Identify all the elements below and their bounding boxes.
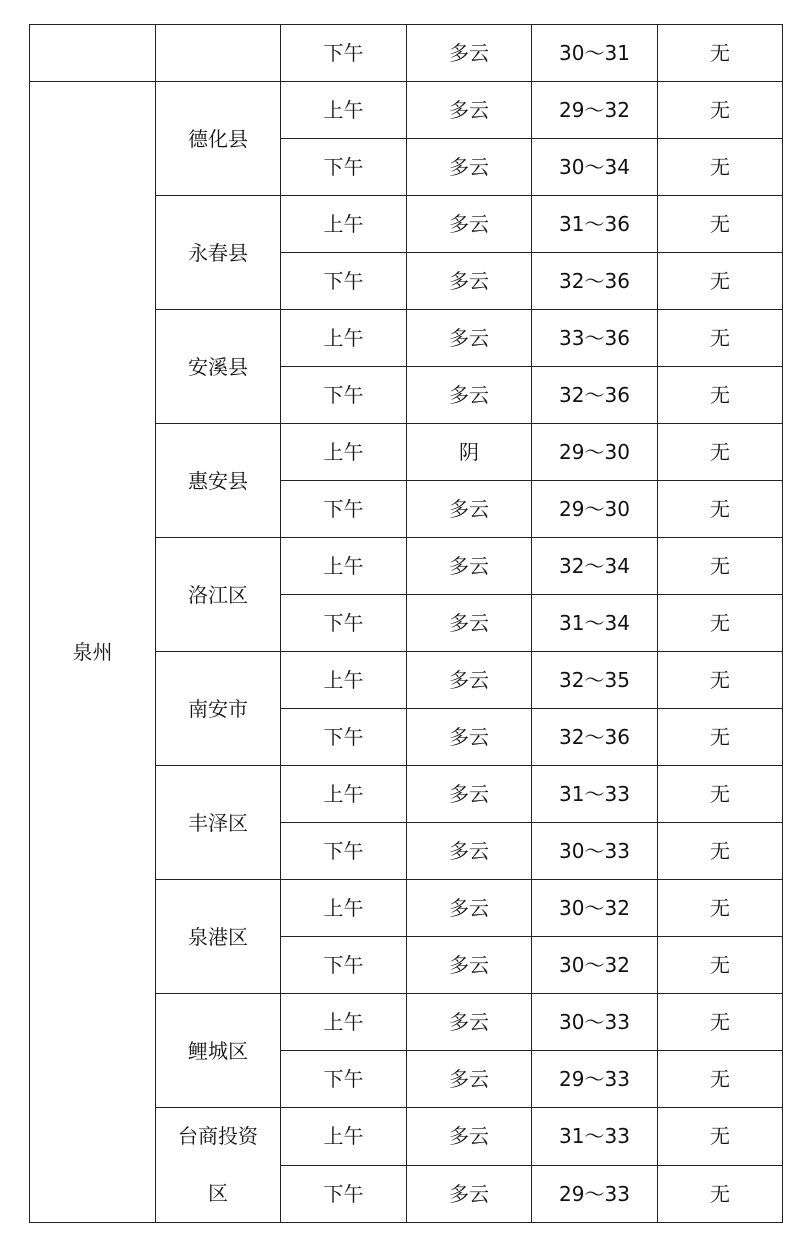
warning-cell: 无 [658, 1051, 783, 1108]
temperature-cell: 29～30 [532, 424, 658, 481]
temperature-cell: 32～36 [532, 253, 658, 310]
warning-cell: 无 [658, 823, 783, 880]
weather-cell: 多云 [407, 766, 532, 823]
period-cell: 上午 [281, 994, 407, 1051]
warning-cell: 无 [658, 538, 783, 595]
county-cell [156, 1108, 281, 1223]
table-body [30, 25, 783, 1223]
weather-cell: 多云 [407, 595, 532, 652]
temperature-cell: 31～36 [532, 196, 658, 253]
warning-cell: 无 [658, 196, 783, 253]
county-cell: 安溪县 [156, 310, 281, 424]
warning-cell: 无 [658, 766, 783, 823]
warning-cell: 无 [658, 709, 783, 766]
temperature-cell: 31～33 [532, 766, 658, 823]
period-cell: 上午 [281, 652, 407, 709]
temperature-cell: 32～36 [532, 367, 658, 424]
county-cell: 洛江区 [156, 538, 281, 652]
period-cell: 下午 [281, 253, 407, 310]
table-row [30, 82, 783, 139]
weather-cell: 多云 [407, 481, 532, 538]
temperature-cell: 31～33 [532, 1108, 658, 1166]
weather-cell: 多云 [407, 538, 532, 595]
period-cell: 上午 [281, 82, 407, 139]
temperature-cell: 29～33 [532, 1051, 658, 1108]
warning-cell: 无 [658, 595, 783, 652]
period-cell: 下午 [281, 937, 407, 994]
county-cell: 丰泽区 [156, 766, 281, 880]
period-cell: 下午 [281, 25, 407, 82]
period-cell: 上午 [281, 196, 407, 253]
weather-cell: 多云 [407, 367, 532, 424]
temperature-cell: 30～34 [532, 139, 658, 196]
period-cell: 下午 [281, 481, 407, 538]
period-cell: 上午 [281, 880, 407, 937]
weather-cell: 多云 [407, 139, 532, 196]
warning-cell: 无 [658, 937, 783, 994]
warning-cell: 无 [658, 1165, 783, 1223]
temperature-cell: 30～33 [532, 823, 658, 880]
temperature-cell: 29～33 [532, 1165, 658, 1223]
warning-cell: 无 [658, 994, 783, 1051]
warning-cell: 无 [658, 310, 783, 367]
temperature-cell: 32～36 [532, 709, 658, 766]
weather-cell: 阴 [407, 424, 532, 481]
temperature-cell: 32～34 [532, 538, 658, 595]
warning-cell: 无 [658, 367, 783, 424]
period-cell: 上午 [281, 310, 407, 367]
period-cell: 下午 [281, 823, 407, 880]
weather-cell: 多云 [407, 823, 532, 880]
weather-cell: 多云 [407, 880, 532, 937]
period-cell: 下午 [281, 595, 407, 652]
warning-cell: 无 [658, 139, 783, 196]
warning-cell: 无 [658, 652, 783, 709]
table-row [30, 25, 783, 82]
period-cell: 下午 [281, 139, 407, 196]
temperature-cell: 30～33 [532, 994, 658, 1051]
weather-cell: 多云 [407, 25, 532, 82]
county-cell: 永春县 [156, 196, 281, 310]
weather-cell: 多云 [407, 994, 532, 1051]
city-cell-empty [30, 25, 156, 82]
weather-cell: 多云 [407, 310, 532, 367]
temperature-cell: 30～32 [532, 937, 658, 994]
warning-cell: 无 [658, 424, 783, 481]
period-cell: 下午 [281, 367, 407, 424]
temperature-cell: 29～30 [532, 481, 658, 538]
weather-cell: 多云 [407, 196, 532, 253]
temperature-cell: 29～32 [532, 82, 658, 139]
period-cell: 下午 [281, 1165, 407, 1223]
county-cell-empty [156, 25, 281, 82]
temperature-cell: 32～35 [532, 652, 658, 709]
weather-cell: 多云 [407, 1051, 532, 1108]
warning-cell: 无 [658, 1108, 783, 1166]
period-cell: 下午 [281, 1051, 407, 1108]
temperature-cell: 31～34 [532, 595, 658, 652]
warning-cell: 无 [658, 481, 783, 538]
city-cell: 泉州 [30, 82, 156, 1223]
weather-cell: 多云 [407, 1165, 532, 1223]
period-cell: 下午 [281, 709, 407, 766]
county-cell: 德化县 [156, 82, 281, 196]
warning-cell: 无 [658, 25, 783, 82]
weather-forecast-table [29, 24, 783, 1223]
weather-cell: 多云 [407, 652, 532, 709]
period-cell: 上午 [281, 424, 407, 481]
temperature-cell: 30～32 [532, 880, 658, 937]
weather-cell: 多云 [407, 1108, 532, 1166]
weather-cell: 多云 [407, 709, 532, 766]
county-cell: 惠安县 [156, 424, 281, 538]
temperature-cell: 33～36 [532, 310, 658, 367]
period-cell: 上午 [281, 538, 407, 595]
weather-cell: 多云 [407, 253, 532, 310]
period-cell: 上午 [281, 1108, 407, 1166]
county-cell: 鲤城区 [156, 994, 281, 1108]
county-name-line: 台商投资 [178, 1124, 258, 1148]
period-cell: 上午 [281, 766, 407, 823]
county-cell: 南安市 [156, 652, 281, 766]
warning-cell: 无 [658, 82, 783, 139]
warning-cell: 无 [658, 253, 783, 310]
county-name-line: 区 [208, 1181, 228, 1205]
weather-cell: 多云 [407, 82, 532, 139]
weather-cell: 多云 [407, 937, 532, 994]
temperature-cell: 30～31 [532, 25, 658, 82]
county-cell: 泉港区 [156, 880, 281, 994]
warning-cell: 无 [658, 880, 783, 937]
